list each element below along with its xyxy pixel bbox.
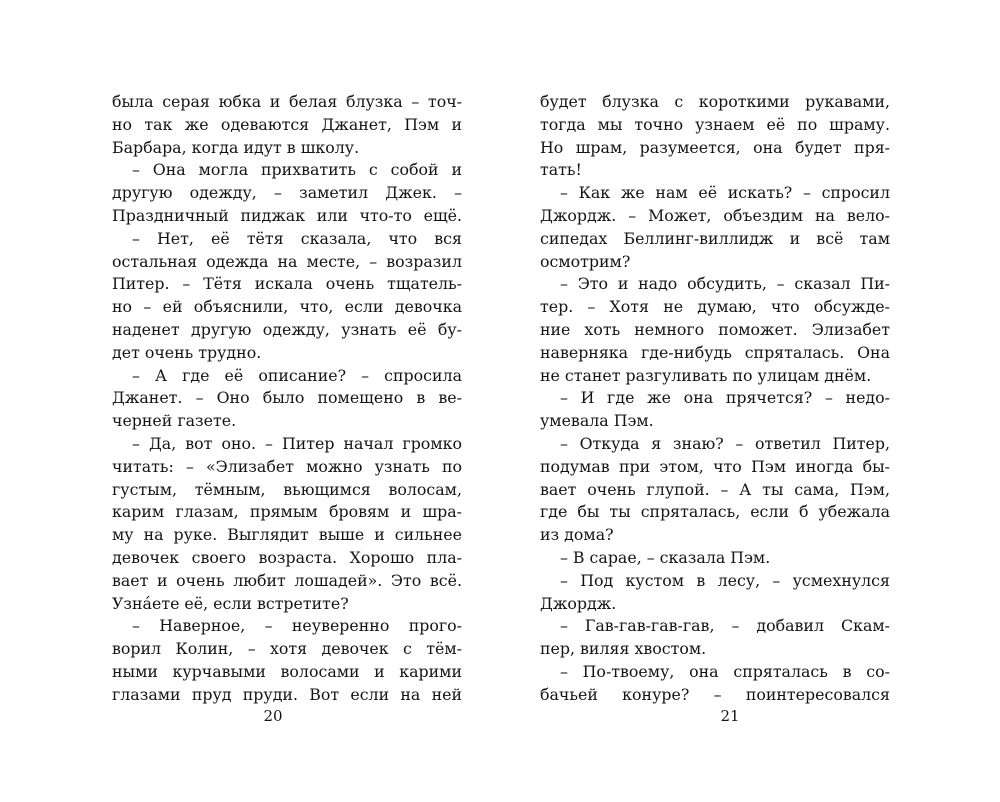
text-line: Узна́ете её, если встретите? [112, 593, 349, 613]
page-number-left: 20 [263, 707, 283, 725]
text-line: тогда мы точно узнаем её по шраму. [540, 114, 890, 134]
text-line: где бы ты спряталась, если б убежала [540, 502, 890, 522]
text-line: читать: – «Элизабет можно узнать по [112, 456, 462, 476]
text-line: – Гав-гав-гав-гав, – добавил Скам- [560, 616, 890, 636]
text-line: вает очень глупой. – А ты сама, Пэм, [540, 479, 890, 499]
text-line: Джордж. – Может, объездим на вело- [540, 205, 890, 225]
text-line: бачьей конуре? – поинтересовался [540, 684, 890, 704]
text-line: – Под кустом в лесу, – усмехнулся [560, 570, 890, 590]
text-line: му на руке. Выглядит выше и сильнее [112, 525, 462, 545]
right-page [540, 91, 890, 707]
text-line: – Она могла прихватить с собой и [132, 160, 462, 180]
text-line: карим глазам, прямым бровям и шра- [112, 502, 462, 522]
text-line: наденет другую одежду, узнать её бу- [112, 319, 462, 339]
right-page-text [540, 91, 890, 707]
text-line: Джанет. – Оно было помещено в ве- [112, 388, 462, 408]
text-line: тать! [540, 160, 582, 180]
text-line: – Откуда я знаю? – ответил Питер, [560, 433, 890, 453]
text-line: осмотрим? [540, 251, 631, 271]
text-line: – Это и надо обсудить, – сказал Пи- [560, 274, 890, 294]
page-number-right: 21 [720, 707, 740, 725]
text-line: черней газете. [112, 411, 237, 431]
text-line: – Как же нам её искать? – спросил [560, 183, 890, 203]
text-line: остальная одежда на месте, – возразил [112, 251, 462, 271]
left-page-text [112, 91, 462, 707]
text-line: – Да, вот оно. – Питер начал громко [132, 433, 462, 453]
text-line: дет очень трудно. [112, 342, 262, 362]
text-line: ными курчавыми волосами и карими [112, 661, 462, 681]
text-line: другую одежду, – заметил Джек. – [112, 183, 462, 203]
text-line: – И где же она прячется? – недо- [560, 388, 890, 408]
text-line: тер. – Хотя не думаю, что обсужде- [540, 297, 890, 317]
text-line: девочек своего возраста. Хорошо пла- [112, 547, 462, 567]
text-line: ние хоть немного поможет. Элизабет [540, 319, 890, 339]
text-line: Барбара, когда идут в школу. [112, 137, 360, 157]
text-line: глазами пруд пруди. Вот если на ней [112, 684, 462, 704]
text-line: будет блузка с короткими рукавами, [540, 92, 890, 111]
text-line: густым, тёмным, вьющимся волосам, [112, 479, 462, 499]
text-line: Но шрам, разумеется, она будет пря- [540, 137, 890, 157]
text-line: пер, виляя хвостом. [540, 639, 707, 659]
left-page [112, 91, 462, 707]
text-line: – Наверное, – неуверенно прого- [132, 616, 462, 636]
text-line: подумав при этом, что Пэм иногда бы- [540, 456, 890, 476]
text-line: – В сарае, – сказала Пэм. [560, 547, 771, 567]
text-line: – А где её описание? – спросила [132, 365, 462, 385]
text-line: Питер. – Тётя искала очень тщатель- [112, 274, 462, 294]
text-line: – Нет, её тётя сказала, что вся [132, 228, 462, 248]
text-line: но так же одеваются Джанет, Пэм и [112, 114, 462, 134]
text-line: – По-твоему, она спряталась в со- [560, 661, 890, 681]
text-line: умевала Пэм. [540, 411, 654, 431]
text-line: ворил Колин, – хотя девочек с тём- [112, 639, 462, 659]
text-line: не станет разгуливать по улицам днём. [540, 365, 872, 385]
text-line: сипедах Беллинг-виллидж и всё там [540, 228, 890, 248]
text-line: была серая юбка и белая блузка – точ- [112, 92, 462, 111]
text-line: вает и очень любит лошадей». Это всё. [112, 570, 462, 590]
text-line: наверняка где-нибудь спряталась. Она [540, 342, 890, 362]
text-line: из дома? [540, 525, 614, 545]
text-line: но – ей объяснили, что, если девочка [112, 297, 462, 317]
text-line: Джордж. [540, 593, 617, 613]
text-line: Праздничный пиджак или что-то ещё. [112, 205, 462, 225]
